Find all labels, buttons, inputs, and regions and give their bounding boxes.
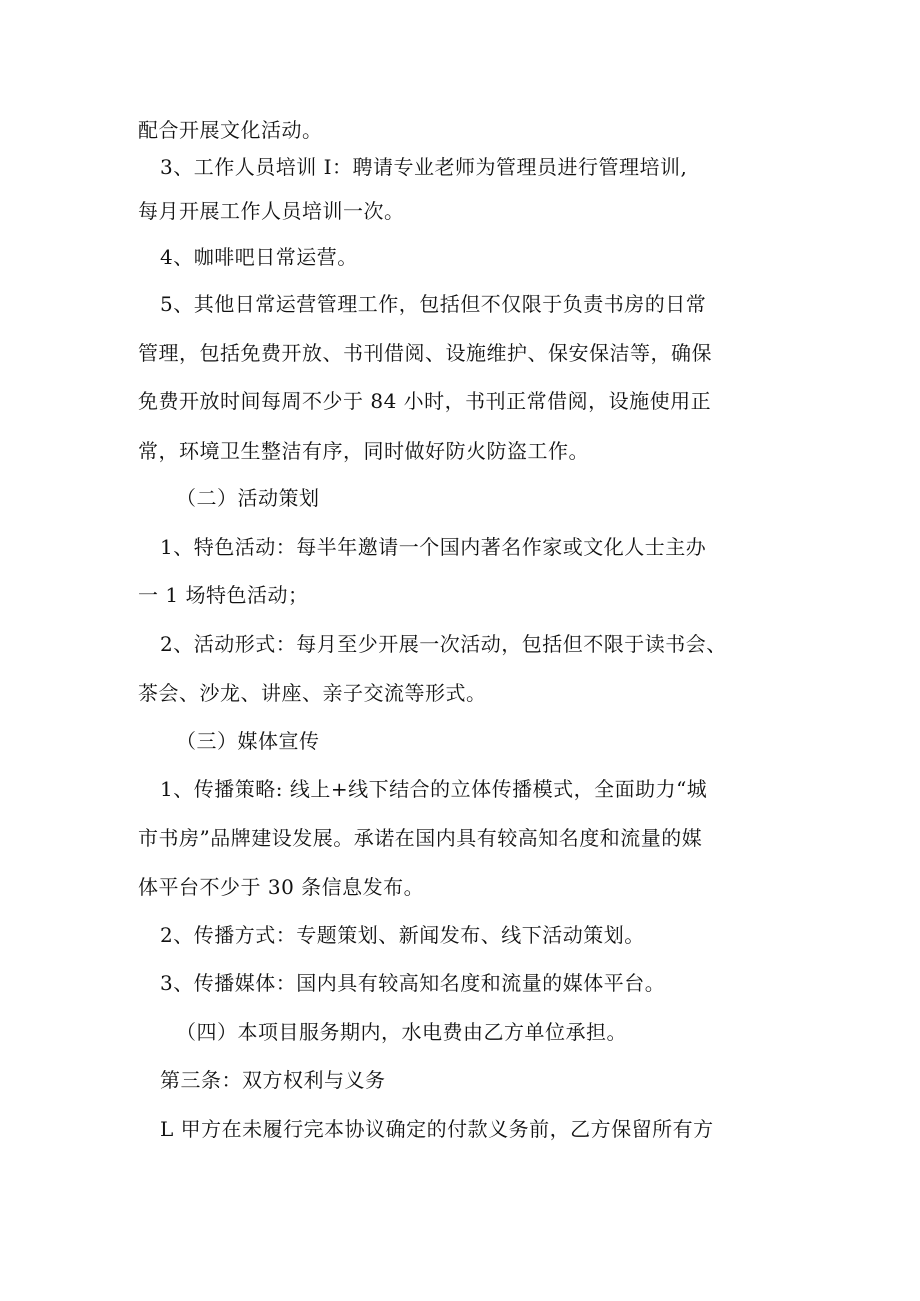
text-line: 1、特色活动：每半年邀请一个国内著名作家或文化人士主办: [160, 535, 707, 559]
text-line: 配合开展文化活动。: [138, 118, 323, 142]
section-heading: （四）本项目服务期内，水电费由乙方单位承担。: [176, 1020, 627, 1044]
text-line: L 甲方在未履行完本协议确定的付款义务前，乙方保留所有方: [160, 1117, 714, 1141]
text-line: 体平台不少于 30 条信息发布。: [138, 875, 425, 899]
text-line: 茶会、沙龙、讲座、亲子交流等形式。: [138, 681, 487, 705]
text-line: 1、传播策略: 线上+线下结合的立体传播模式，全面助力“城: [160, 777, 708, 801]
article-heading: 第三条：双方权利与义务: [160, 1068, 386, 1092]
text-line: 4、咖啡吧日常运营。: [160, 245, 358, 269]
text-line: 3、工作人员培训 I：聘请专业老师为管理员进行管理培训,: [160, 155, 688, 179]
text-line: 管理，包括免费开放、书刊借阅、设施维护、保安保洁等，确保: [138, 341, 712, 365]
text-line: 2、传播方式：专题策划、新闻发布、线下活动策划。: [160, 923, 645, 947]
section-heading: （二）活动策划: [176, 486, 320, 510]
text-line: 一 1 场特色活动；: [138, 583, 309, 607]
text-line: 常，环境卫生整洁有序，同时做好防火防盗工作。: [138, 439, 589, 463]
text-line: 每月开展工作人员培训一次。: [138, 199, 405, 223]
section-heading: （三）媒体宣传: [176, 729, 320, 753]
text-line: 2、活动形式：每月至少开展一次活动，包括但不限于读书会、: [160, 632, 727, 656]
text-line: 免费开放时间每周不少于 84 小时，书刊正常借阅，设施使用正: [138, 389, 712, 413]
text-line: 市书房”品牌建设发展。承诺在国内具有较高知名度和流量的媒: [138, 826, 703, 850]
text-line: 3、传播媒体：国内具有较高知名度和流量的媒体平台。: [160, 971, 666, 995]
text-line: 5、其他日常运营管理工作，包括但不仅限于负责书房的日常: [160, 292, 707, 316]
